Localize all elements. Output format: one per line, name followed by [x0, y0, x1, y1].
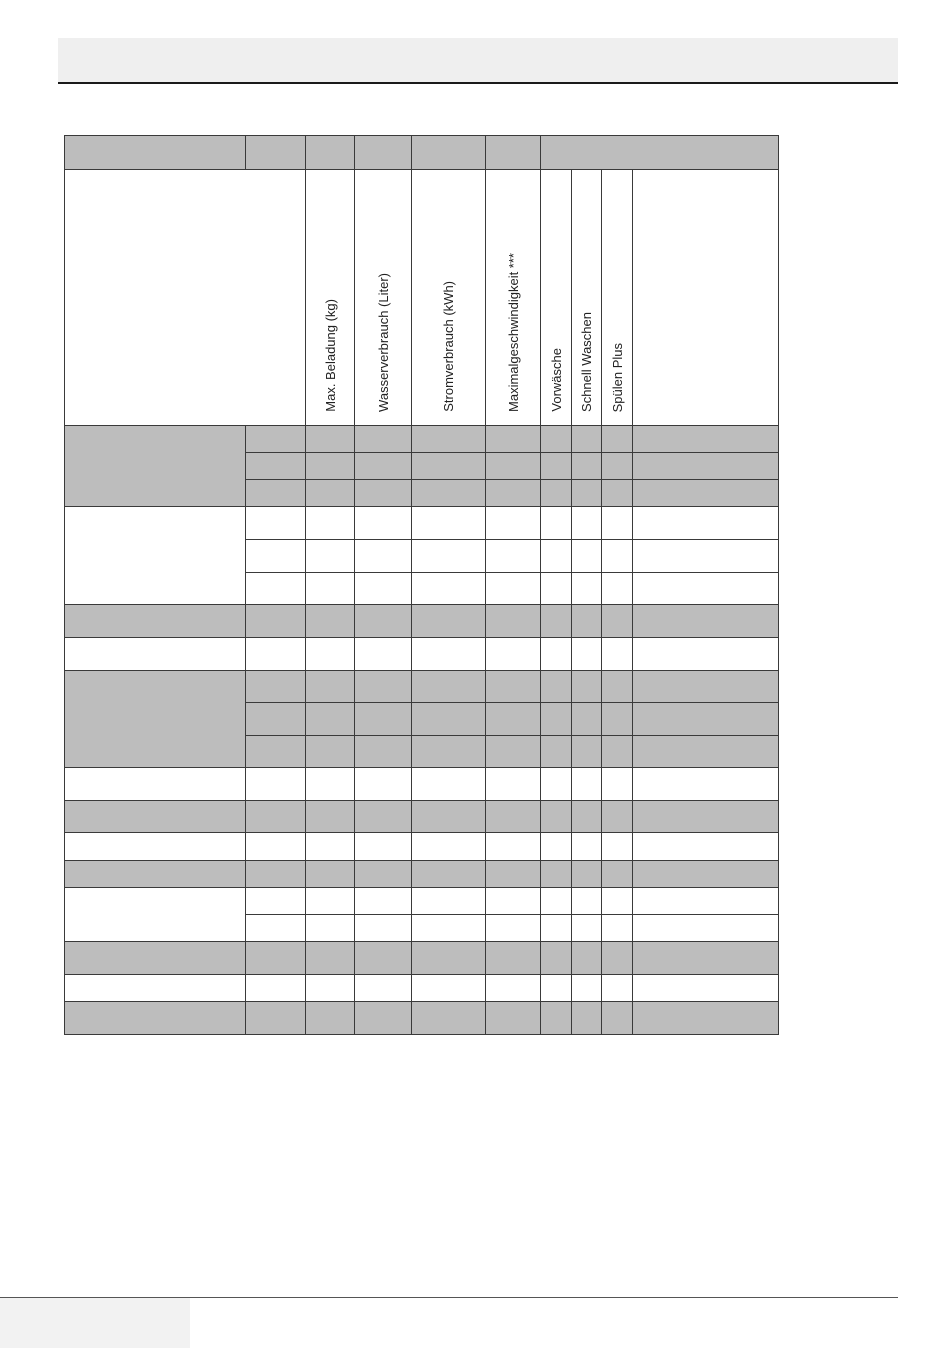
table-row [65, 942, 779, 975]
program-cell [65, 833, 246, 861]
program-cell [65, 507, 246, 605]
header-cell-energy [412, 136, 486, 170]
table-row [65, 671, 779, 703]
header-cell-options [541, 136, 779, 170]
table-row [65, 801, 779, 833]
page-header-band [58, 38, 898, 82]
col-quick-wash [572, 170, 602, 426]
program-cell [65, 768, 246, 801]
col-max-load [306, 170, 355, 426]
program-cell [65, 638, 246, 671]
header-cell-program [65, 136, 246, 170]
col-extra [633, 170, 779, 426]
table-row [65, 768, 779, 801]
header-cell-speed [486, 136, 541, 170]
table-row [65, 605, 779, 638]
program-cell [65, 426, 246, 507]
footer-page-box [0, 1298, 190, 1348]
header-cell-temp [246, 136, 306, 170]
header-cell-load [306, 136, 355, 170]
program-cell [65, 671, 246, 768]
header-cell-water [355, 136, 412, 170]
program-cell [65, 975, 246, 1002]
col-label-quick-wash: Schnell Waschen [579, 312, 594, 412]
program-table [64, 135, 779, 1035]
col-label-prewash: Vorwäsche [548, 348, 564, 412]
program-cell [65, 1002, 246, 1035]
col-label-energy: Stromverbrauch (kWh) [441, 281, 456, 412]
col-label-max-speed: Maximalgeschwindigkeit *** [505, 253, 521, 412]
col-label-max-load: Max. Beladung (kg) [322, 299, 338, 412]
table-row [65, 975, 779, 1002]
table-row [65, 507, 779, 540]
table-row [65, 833, 779, 861]
program-cell [65, 888, 246, 942]
table-row [65, 426, 779, 453]
table-row [65, 638, 779, 671]
program-cell [65, 801, 246, 833]
table-row [65, 1002, 779, 1035]
col-prewash [541, 170, 572, 426]
table-row [65, 861, 779, 888]
col-energy [412, 170, 486, 426]
col-water [355, 170, 412, 426]
col-label-water: Wasserverbrauch (Liter) [375, 273, 391, 412]
subheader-blank [65, 170, 306, 426]
program-cell [65, 942, 246, 975]
col-label-rinse-plus: Spülen Plus [609, 342, 625, 412]
col-max-speed [486, 170, 541, 426]
table-header-row [65, 136, 779, 170]
table-subheader-row [65, 170, 779, 426]
col-rinse-plus [602, 170, 633, 426]
program-cell [65, 861, 246, 888]
program-cell [65, 605, 246, 638]
table-row [65, 888, 779, 915]
header-rule [58, 82, 898, 84]
